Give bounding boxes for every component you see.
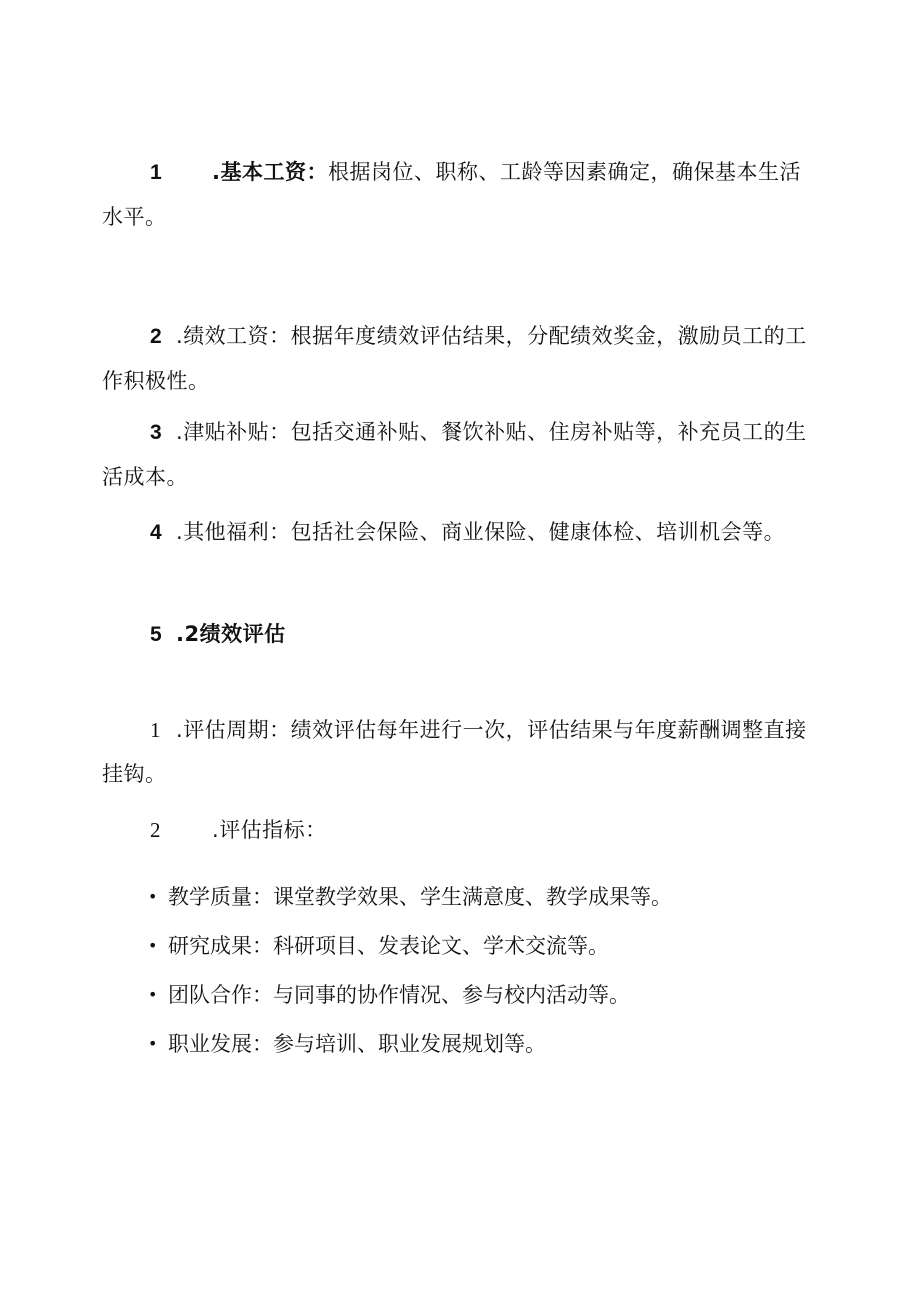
section-number: 5	[150, 623, 163, 646]
bullet-icon: •	[148, 887, 158, 906]
item-text: 评估指标：	[219, 818, 327, 842]
bullet-text: 教学质量：课堂教学效果、学生满意度、教学成果等。	[168, 885, 672, 909]
bullet-item	[148, 931, 609, 961]
bullet-icon: •	[148, 985, 158, 1004]
bullet-icon: •	[148, 936, 158, 955]
item-separator: .	[212, 818, 220, 842]
eval-item-2-line-1	[102, 808, 820, 852]
item-text: 津贴补贴：包括交通补贴、餐饮补贴、住房补贴等，补充员工的生	[183, 420, 807, 444]
bullet-text: 职业发展：参与培训、职业发展规划等。	[168, 1032, 546, 1056]
section-heading	[102, 612, 820, 657]
eval-item-1-line-2: 挂钩。	[102, 762, 167, 786]
salary-item-3	[102, 410, 820, 499]
item-separator: .	[212, 160, 221, 184]
salary-item-1	[102, 150, 820, 239]
eval-item-1	[102, 708, 820, 796]
item-text: 评估周期：绩效评估每年进行一次，评估结果与年度薪酬调整直接	[183, 718, 807, 742]
section-heading-line	[102, 612, 820, 657]
item-number: 1	[150, 718, 161, 742]
bullet-item	[148, 1029, 546, 1059]
salary-item-1-line-2: 水平。	[102, 205, 167, 229]
eval-item-1-line-1	[102, 708, 820, 752]
item-number: 3	[150, 421, 163, 444]
bullet-icon: •	[148, 1034, 158, 1053]
item-separator: .	[176, 520, 184, 544]
item-text: 根据岗位、职称、工龄等因素确定，确保基本生活	[327, 160, 801, 184]
bullet-text: 团队合作：与同事的协作情况、参与校内活动等。	[168, 983, 630, 1007]
item-text: 绩效工资：根据年度绩效评估结果，分配绩效奖金，激励员工的工	[183, 324, 807, 348]
salary-item-2-line-2: 作积极性。	[102, 369, 210, 393]
item-number: 2	[150, 818, 161, 842]
salary-item-3-line-1	[102, 410, 820, 455]
item-number: 2	[150, 325, 163, 348]
eval-item-2	[102, 808, 820, 852]
bullet-item	[148, 882, 672, 912]
bullet-item	[148, 980, 630, 1010]
salary-item-1-line-1	[102, 150, 820, 195]
item-number: 4	[150, 521, 163, 544]
salary-item-2-line-1	[102, 314, 820, 359]
section-title: .2绩效评估	[176, 622, 286, 646]
salary-item-4-line-1	[102, 510, 820, 555]
bullet-text: 研究成果：科研项目、发表论文、学术交流等。	[168, 934, 609, 958]
salary-item-4	[102, 510, 820, 555]
item-separator: .	[176, 324, 184, 348]
item-separator: .	[176, 718, 184, 742]
salary-item-2	[102, 314, 820, 403]
item-text: 其他福利：包括社会保险、商业保险、健康体检、培训机会等。	[183, 520, 786, 544]
item-number: 1	[150, 161, 163, 184]
salary-item-3-line-2: 活成本。	[102, 465, 188, 489]
item-title: 基本工资：	[220, 160, 328, 184]
item-separator: .	[176, 420, 184, 444]
